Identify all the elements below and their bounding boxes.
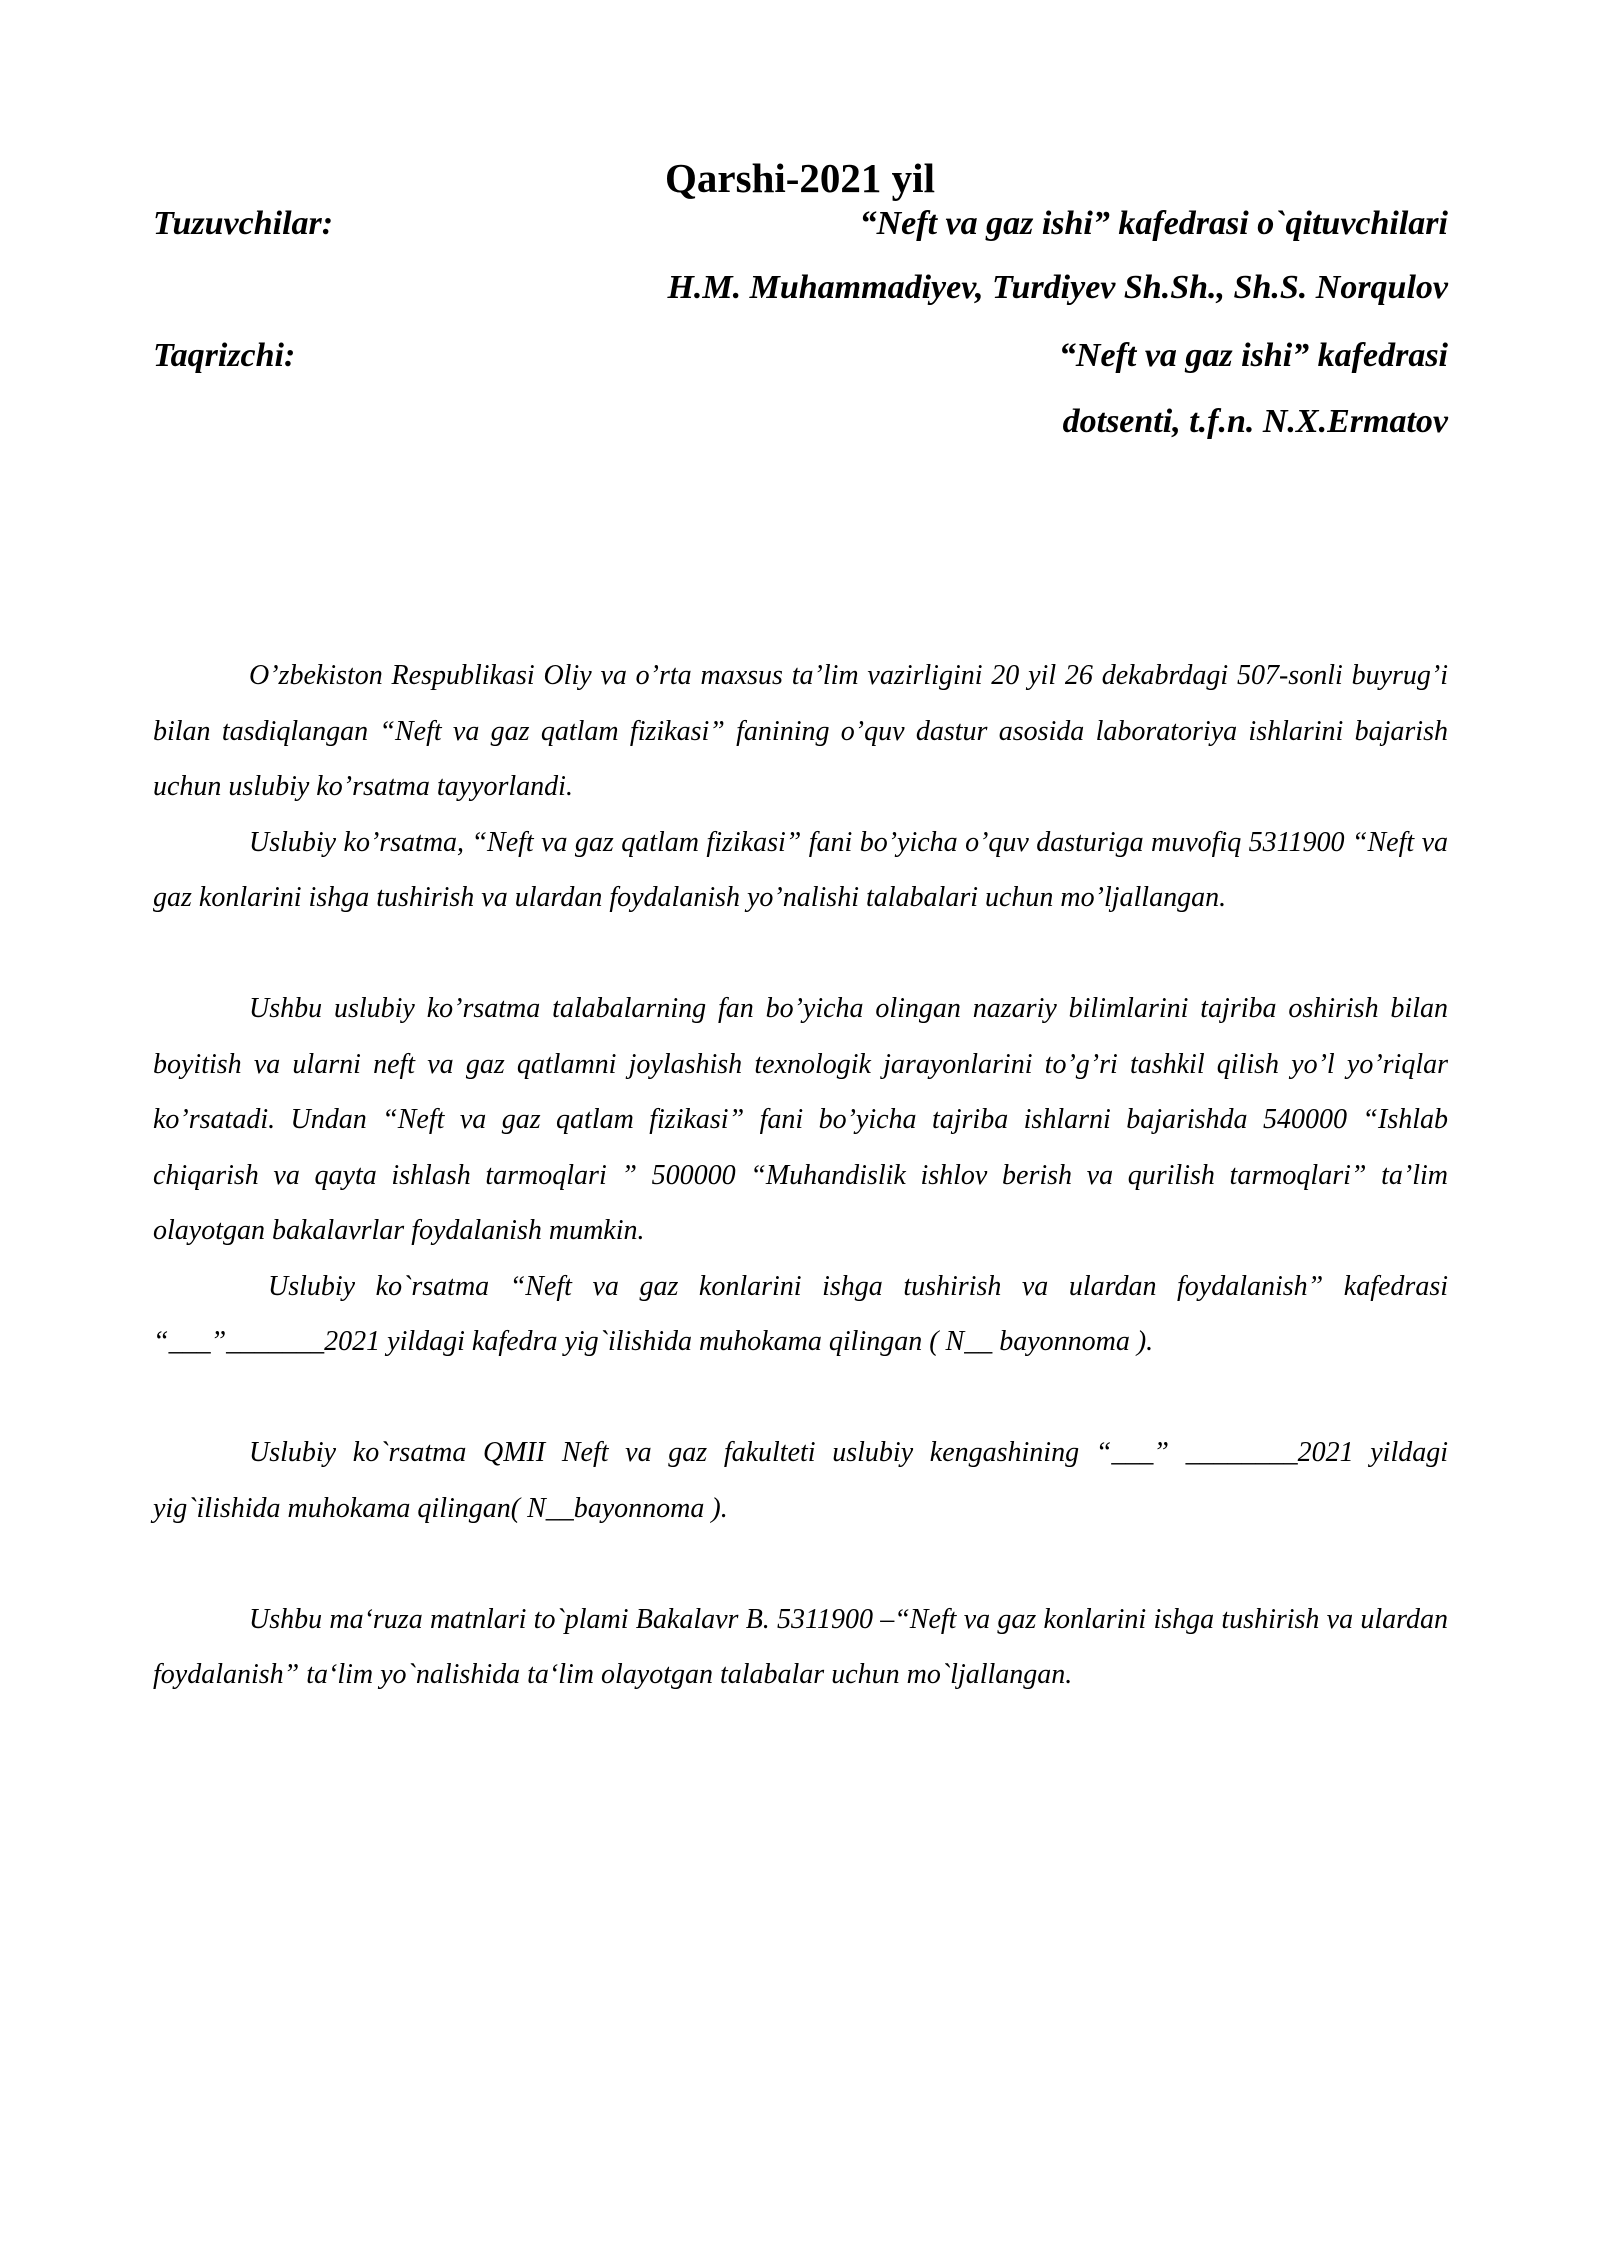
paragraph-approval: O’zbekiston Respublikasi Oliy va o’rta maxsus ta’lim vazirligini 20 yil 26 dekabrdagi 507-sonli buyrug’i bilan tasdiqlangan “Neft va gaz qatlam fizikasi” fanining o’quv dastur asosida laboratoriya ishlarini bajarish uchun uslubiy ko’rsatma tayyorlandi. xyxy=(153,660,1448,802)
document-body xyxy=(153,648,1448,1703)
page-title: Qarshi-2021 yil xyxy=(665,155,935,201)
paragraph-description: Ushbu uslubiy ko’rsatma talabalarning fan bo’yicha olingan nazariy bilimlarini tajriba oshirish bilan boyitish va ularni neft va gaz qatlamni joylashish texnologik jarayonlarini to’g’ri tashkil qilish yo’l yo’riqlar ko’rsatadi. Undan “Neft va gaz qatlam fizikasi” fani bo’yicha tajriba ishlarni bajarishda 540000 “Ishlab chiqarish va qayta ishlash tarmoqlari ” 500000 “Muhandislik ishlov berish va qurilish tarmoqlari” ta’lim olayotgan bakalavrlar foydalanish mumkin. xyxy=(153,993,1448,1246)
reviewer-label: Taqrizchi: xyxy=(153,337,296,374)
paragraph-purpose: Uslubiy ko’rsatma, “Neft va gaz qatlam fizikasi” fani bo’yicha o’quv dasturiga muvofiq 5311900 “Neft va gaz konlarini ishga tushirish va ulardan foydalanish yo’nalishi talabalari uchun mo’ljallangan. xyxy=(153,826,1448,913)
paragraph-department-meeting: Uslubiy ko`rsatma “Neft va gaz konlarini ishga tushirish va ulardan foydalanish” kafedrasi “___”_______2021 yildagi kafedra yig`ilishida muhokama qilingan ( N__ bayonnoma ). xyxy=(153,1270,1448,1357)
compilers-label: Tuzuvchilar: xyxy=(153,205,334,242)
reviewer-department: “Neft va gaz ishi” kafedrasi xyxy=(1058,337,1448,374)
reviewer-name-row xyxy=(153,398,1448,446)
reviewer-row xyxy=(153,332,1448,380)
compilers-department: “Neft va gaz ishi” kafedrasi o`qituvchilari xyxy=(859,205,1448,242)
compilers-row xyxy=(153,200,1448,248)
compilers-names-row xyxy=(153,264,1448,312)
paragraph-audience: Ushbu ma‘ruza matnlari to`plami Bakalavr B. 5311900 –“Neft va gaz konlarini ishga tushirish va ulardan foydalanish” ta‘lim yo`nalishida ta‘lim olayotgan talabalar uchun mo`ljallangan. xyxy=(153,1603,1448,1690)
paragraph-faculty-meeting: Uslubiy ko`rsatma QMII Neft va gaz fakulteti uslubiy kengashining “___” ________2021 yildagi yig`ilishida muhokama qilingan( N__bayonnoma ). xyxy=(153,1437,1448,1524)
compilers-names: H.M. Muhammadiyev, Turdiyev Sh.Sh., Sh.S. Norqulov xyxy=(667,269,1448,306)
reviewer-name: dotsenti, t.f.n. N.X.Ermatov xyxy=(1062,403,1448,440)
